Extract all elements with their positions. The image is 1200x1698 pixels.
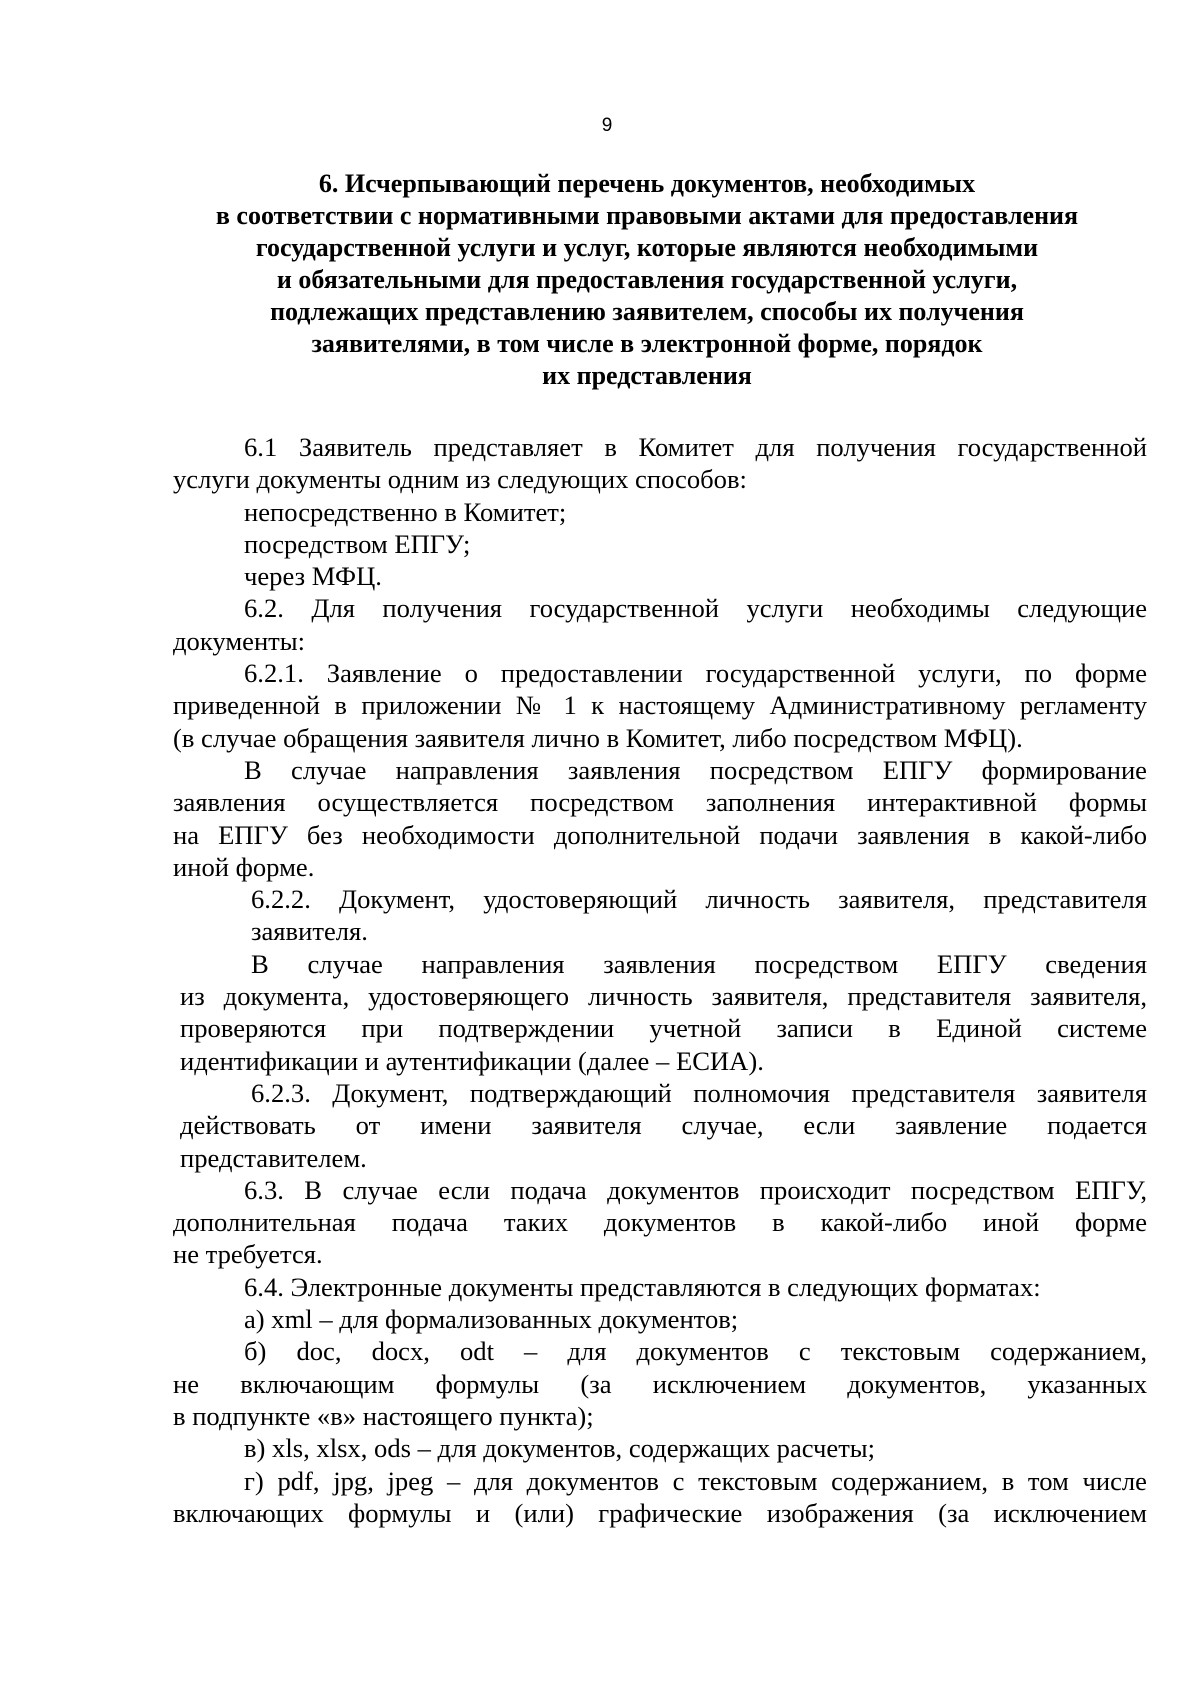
text-line: услуги документы одним из следующих способов: [173, 464, 747, 495]
text-line: непосредственно в Комитет; [244, 496, 567, 527]
text-line: посредством ЕПГУ; [244, 528, 471, 559]
text-line: включающих формулы и (или) графические изображения (за исключением [173, 1497, 1147, 1528]
text-line: представителем. [180, 1142, 367, 1173]
text-line: 6.3. В случае если подача документов происходит посредством ЕПГУ, [244, 1174, 1147, 1205]
text-line: г) pdf, jpg, jpeg – для документов с текстовым содержанием, в том числе [244, 1465, 1147, 1496]
text-line: в) xls, xlsx, ods – для документов, содержащих расчеты; [244, 1433, 876, 1464]
text-line: б) doc, docx, odt – для документов с текстовым содержанием, [244, 1336, 1147, 1367]
text-line: 6.2. Для получения государственной услуги необходимы следующие [244, 593, 1147, 624]
text-line: заявителя. [251, 916, 368, 947]
text-line: 6.2.2. Документ, удостоверяющий личность заявителя, представителя [251, 884, 1147, 915]
text-line: а) xml – для формализованных документов; [244, 1304, 739, 1335]
text-line: проверяются при подтверждении учетной записи в Единой системе [180, 1013, 1147, 1044]
text-line: В случае направления заявления посредством ЕПГУ сведения [251, 948, 1147, 979]
text-line: В случае направления заявления посредством ЕПГУ формирование [244, 754, 1147, 785]
heading-line: в соответствии с нормативными правовыми актами для предоставления [215, 201, 1079, 230]
text-line: 6.2.1. Заявление о предоставлении государственной услуги, по форме [244, 658, 1147, 689]
text-line: 6.2.3. Документ, подтверждающий полномочия представителя заявителя [251, 1077, 1147, 1108]
section-heading [160, 168, 1134, 392]
text-line: (в случае обращения заявителя лично в Комитет, либо посредством МФЦ). [173, 722, 1023, 753]
text-line: не требуется. [173, 1239, 323, 1270]
text-line: из документа, удостоверяющего личность заявителя, представителя заявителя, [180, 981, 1147, 1012]
text-line: 6.1 Заявитель представляет в Комитет для получения государственной [244, 432, 1147, 462]
text-line: заявления осуществляется посредством заполнения интерактивной формы [173, 787, 1147, 818]
heading-line: 6. Исчерпывающий перечень документов, необходимых [318, 169, 976, 198]
text-line: не включающим формулы (за исключением документов, указанных [173, 1368, 1147, 1399]
page-number: 9 [601, 115, 613, 136]
section-body [173, 431, 1147, 1529]
text-line: дополнительная подача таких документов в какой-либо иной форме [173, 1207, 1147, 1238]
text-line: приведенной в приложении № 1 к настоящему Административному регламенту [173, 690, 1147, 721]
text-line: 6.4. Электронные документы представляются в следующих форматах: [244, 1271, 1041, 1302]
heading-line: и обязательными для предоставления государственной услуги, [276, 265, 1018, 294]
heading-line: подлежащих представлению заявителем, способы их получения [270, 297, 1024, 326]
text-line: идентификации и аутентификации (далее – ЕСИА). [180, 1045, 764, 1076]
text-line: в подпункте «в» настоящего пункта); [173, 1400, 594, 1431]
text-line: на ЕПГУ без необходимости дополнительной подачи заявления в какой-либо [173, 819, 1147, 850]
text-line: иной форме. [173, 851, 315, 882]
heading-line: государственной услуги и услуг, которые являются необходимыми [255, 233, 1039, 262]
heading-line: их представления [542, 361, 752, 390]
text-line: через МФЦ. [244, 561, 382, 592]
text-line: действовать от имени заявителя случае, если заявление подается [180, 1110, 1147, 1141]
heading-line: заявителями, в том числе в электронной форме, порядок [311, 329, 983, 358]
text-line: документы: [173, 625, 306, 656]
